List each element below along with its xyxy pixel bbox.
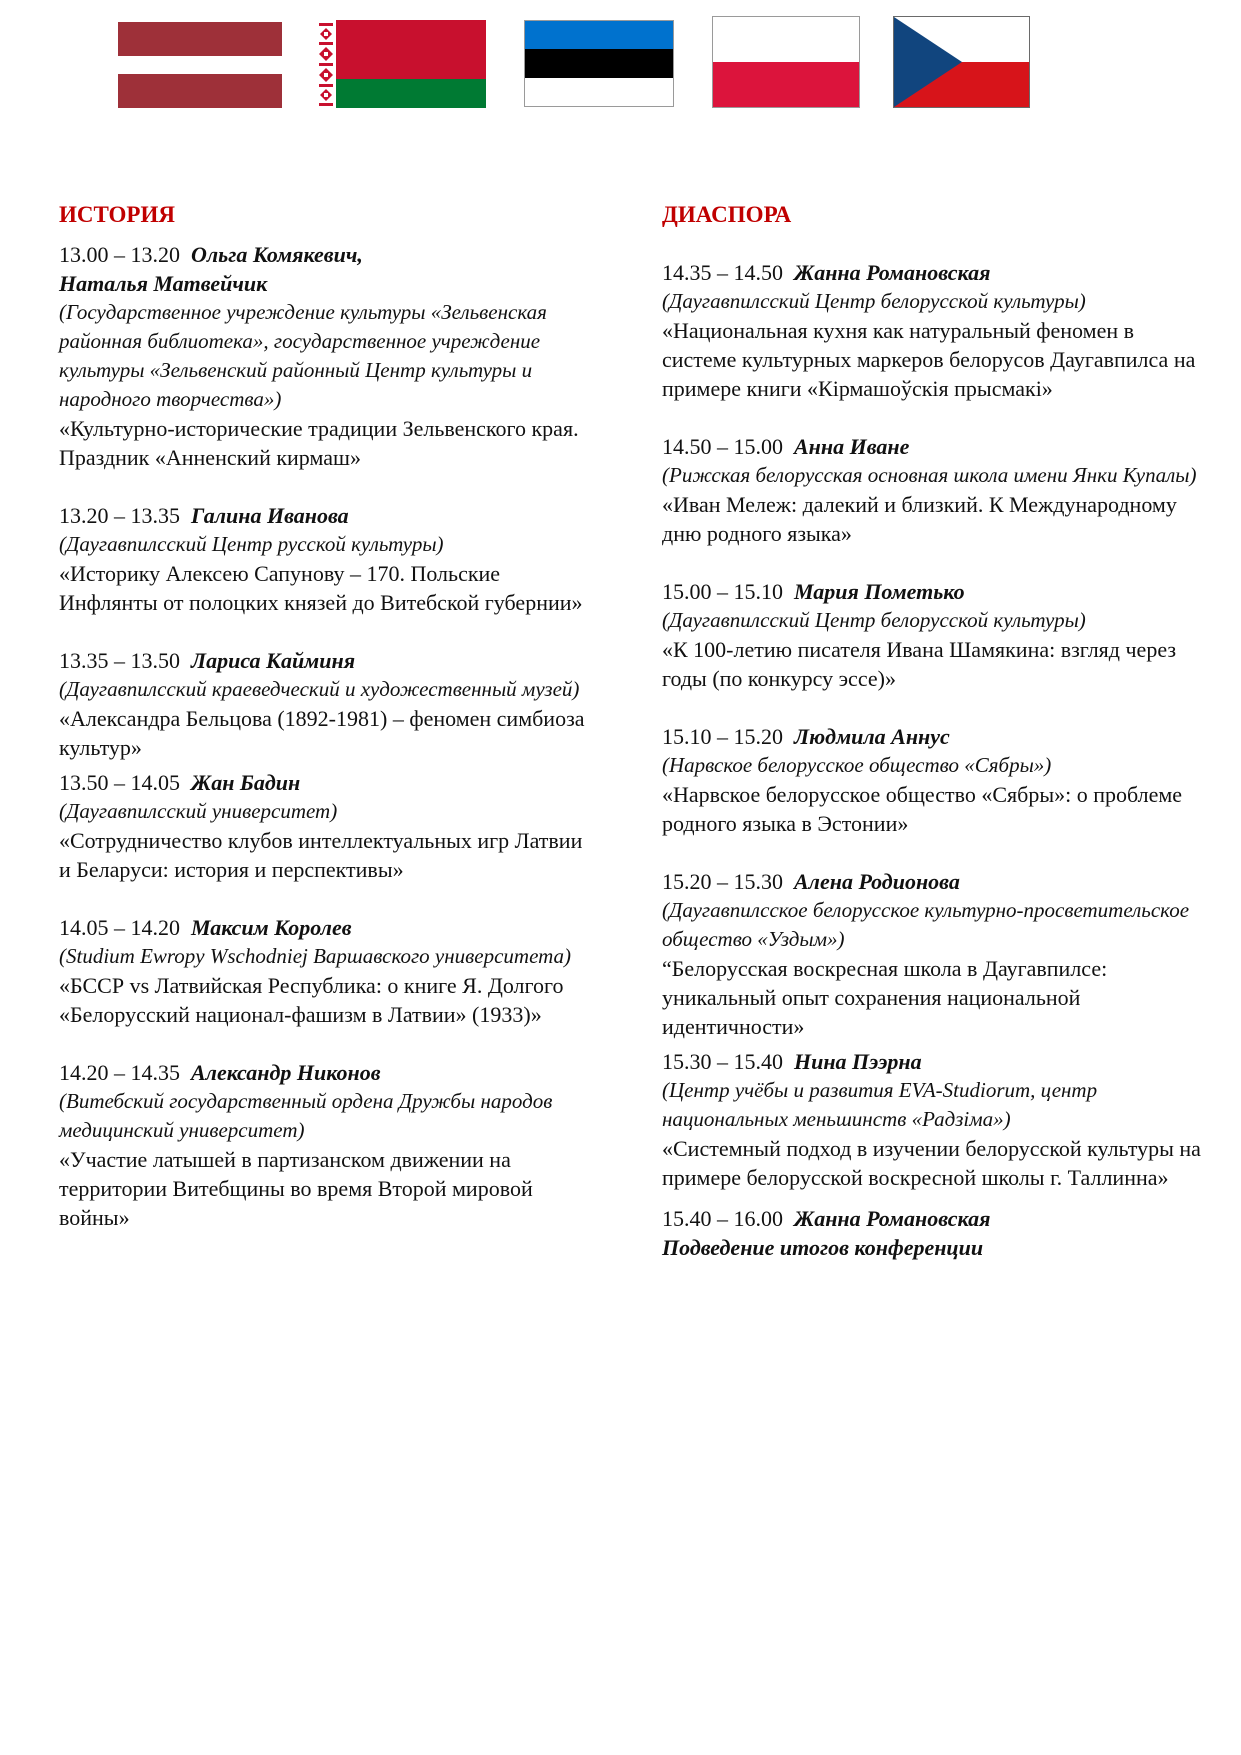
entry-speaker: Жанна Романовская [794,260,991,285]
entry-topic: «Нарвское белорусское общество «Сябры»: о проблеме родного языка в Эстонии» [662,782,1183,836]
entry-topic: «Национальная кухня как натуральный феномен в системе культурных маркеров белорусов Даугавпилса на примере книги «Кірмашоўскія прысмакі» [662,318,1196,401]
entry-time: 14.50 – 15.00 [662,434,783,459]
entry-organization: (Даугавпилсский университет) [59,799,338,823]
entry-speaker: Галина Иванова [191,503,349,528]
entry-organization: (Даугавпилсский Центр белорусской культуры) [662,289,1086,313]
entry-time: 15.40 – 16.00 [662,1206,783,1231]
entry-speaker: Лариса Кайминя [191,648,356,673]
entry-organization: (Даугавпилсский краеведческий и художественный музей) [59,677,580,701]
entry-topic: «Сотрудничество клубов интеллектуальных игр Латвии и Беларуси: история и перспективы» [59,828,583,882]
program-entry [59,501,599,617]
entry-time: 14.35 – 14.50 [662,260,783,285]
latvia-flag-icon [118,22,282,108]
entry-speaker: Максим Королев [191,915,352,940]
section-heading-diaspora: ДИАСПОРА [662,202,792,227]
entry-time: 15.20 – 15.30 [662,869,783,894]
czechia-flag-icon [893,16,1030,108]
entry-topic: «Историку Алексею Сапунову – 170. Польские Инфлянты от полоцких князей до Витебской губернии» [59,561,583,615]
poland-flag-icon [712,16,860,108]
entry-time: 14.05 – 14.20 [59,915,180,940]
entry-time: 14.20 – 14.35 [59,1060,180,1085]
entry-time: 13.50 – 14.05 [59,770,180,795]
entry-organization: (Даугавпилсское белорусское культурно-просветительское общество «Уздым») [662,898,1190,951]
belarus-flag-icon [316,20,486,108]
entry-time: 13.00 – 13.20 [59,242,180,267]
section-heading-history: ИСТОРИЯ [59,202,175,227]
entry-topic: «К 100-летию писателя Ивана Шамякина: взгляд через годы (по конкурсу эссе)» [662,637,1177,691]
program-entry [59,1058,599,1232]
entry-speaker: Мария Пометько [794,579,965,604]
entry-topic: «Участие латышей в партизанском движении на территории Витебщины во время Второй мировой войны» [59,1147,533,1230]
entry-speaker: Жан Бадин [191,770,301,795]
program-entry [662,722,1207,838]
entry-organization: (Центр учёбы и развития EVA-Studiorum, центр национальных меньшинств «Радзіма») [662,1078,1098,1131]
entry-topic: «Системный подход в изучении белорусской культуры на примере белорусской воскресной школы г. Таллинна» [662,1136,1201,1190]
entry-topic: «Иван Мележ: далекий и близкий. К Международному дню родного языка» [662,492,1177,546]
entry-speaker: Алена Родионова [794,869,960,894]
program-entry [662,432,1207,548]
entry-organization: (Studium Ewropy Wschodniej Варшавского университета) [59,944,572,968]
entry-organization: (Государственное учреждение культуры «Зельвенская районная библиотека», государственное учреждение культуры «Зельвенский районный Центр культуры и народного творчества») [59,300,547,411]
closing-remarks: Подведение итогов конференции [662,1235,984,1260]
entry-time: 13.20 – 13.35 [59,503,180,528]
program-entry [59,646,599,762]
program-entry [59,768,599,884]
entry-time: 15.00 – 15.10 [662,579,783,604]
entry-topic: “Белорусская воскресная школа в Даугавпилсе: уникальный опыт сохранения национальной идентичности» [662,956,1108,1039]
entry-organization: (Нарвское белорусское общество «Сябры») [662,753,1052,777]
program-entry [59,913,599,1029]
entry-organization: (Даугавпилсский Центр русской культуры) [59,532,444,556]
entry-topic: «Александра Бельцова (1892-1981) – феномен симбиоза культур» [59,706,585,760]
program-entry [662,1204,1207,1262]
entry-speaker-second: Наталья Матвейчик [59,271,268,296]
entry-speaker: Анна Иване [794,434,910,459]
flags-row [0,0,1241,120]
estonia-flag-icon [524,20,674,107]
program-entry [662,867,1207,1041]
entry-topic: «БССР vs Латвийская Республика: о книге Я. Долгого «Белорусский национал-фашизм в Латвии» (1933)» [59,973,564,1027]
entry-speaker: Нина Пээрна [794,1049,922,1074]
program-entry [662,1047,1207,1192]
entry-time: 13.35 – 13.50 [59,648,180,673]
entry-time: 15.10 – 15.20 [662,724,783,749]
entry-speaker: Александр Никонов [191,1060,381,1085]
entry-organization: (Рижская белорусская основная школа имени Янки Купалы) [662,463,1197,487]
program-entry [59,240,599,472]
entry-speaker: Жанна Романовская [794,1206,991,1231]
entry-organization: (Витебский государственный ордена Дружбы народов медицинский университет) [59,1089,553,1142]
entry-time: 15.30 – 15.40 [662,1049,783,1074]
entry-speaker: Ольга Комякевич, [191,242,363,267]
entry-organization: (Даугавпилсский Центр белорусской культуры) [662,608,1086,632]
history-column [59,200,599,1232]
program-entry [662,258,1207,403]
program-entry [662,577,1207,693]
entry-topic: «Культурно-исторические традиции Зельвенского края. Праздник «Анненский кирмаш» [59,416,579,470]
diaspora-column [662,200,1207,1262]
entry-speaker: Людмила Аннус [794,724,950,749]
